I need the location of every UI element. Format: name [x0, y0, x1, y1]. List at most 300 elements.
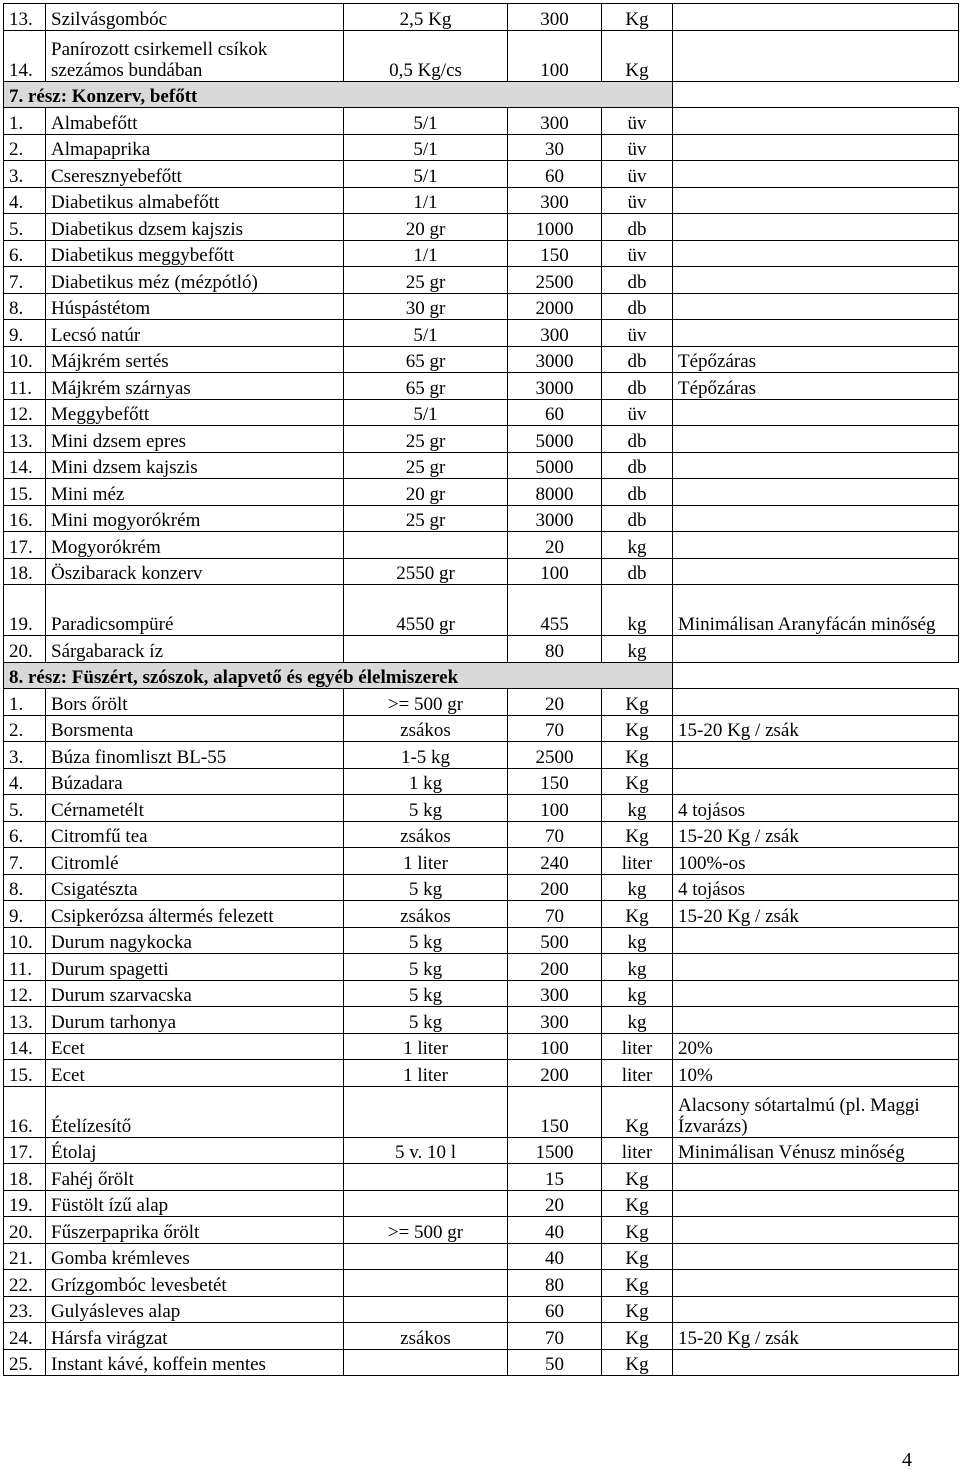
row-number: 22.: [4, 1270, 46, 1297]
item-name: Mini dzsem epres: [46, 426, 344, 453]
item-name: Májkrém szárnyas: [46, 373, 344, 400]
row-number: 16.: [4, 1086, 46, 1137]
note: [673, 980, 959, 1007]
note: [673, 689, 959, 716]
table-row: [4, 1243, 959, 1270]
quantity: 50: [508, 1349, 602, 1376]
row-number: 2.: [4, 715, 46, 742]
page-number: 4: [902, 1449, 912, 1471]
quantity: 40: [508, 1243, 602, 1270]
row-number: 17.: [4, 1137, 46, 1164]
row-number: 3.: [4, 161, 46, 188]
row-number: 13.: [4, 4, 46, 31]
table-row: [4, 1086, 959, 1137]
table-row: [4, 636, 959, 663]
table-row: [4, 1033, 959, 1060]
package-size: 25 gr: [344, 505, 508, 532]
note: 15-20 Kg / zsák: [673, 901, 959, 928]
row-number: 20.: [4, 1217, 46, 1244]
quantity: 150: [508, 240, 602, 267]
row-number: 7.: [4, 848, 46, 875]
note: Tépőzáras: [673, 373, 959, 400]
item-name: Ecet: [46, 1033, 344, 1060]
unit: Kg: [602, 901, 673, 928]
table-row: [4, 558, 959, 585]
unit: Kg: [602, 1323, 673, 1350]
package-size: 1/1: [344, 187, 508, 214]
quantity: 300: [508, 4, 602, 31]
package-size: zsákos: [344, 821, 508, 848]
unit: Kg: [602, 742, 673, 769]
unit: Kg: [602, 689, 673, 716]
package-size: 1 kg: [344, 768, 508, 795]
table-row: [4, 452, 959, 479]
package-size: 5/1: [344, 161, 508, 188]
note: [673, 532, 959, 559]
item-name: Ecet: [46, 1060, 344, 1087]
row-number: 15.: [4, 1060, 46, 1087]
package-size: >= 500 gr: [344, 1217, 508, 1244]
table-row: [4, 134, 959, 161]
note: [673, 742, 959, 769]
unit: Kg: [602, 1349, 673, 1376]
note: 10%: [673, 1060, 959, 1087]
note: [673, 1349, 959, 1376]
package-size: 1 liter: [344, 1033, 508, 1060]
unit: Kg: [602, 4, 673, 31]
item-name: Grízgombóc levesbetét: [46, 1270, 344, 1297]
package-size: [344, 1190, 508, 1217]
item-name: Öszibarack konzerv: [46, 558, 344, 585]
item-name: Meggybefőtt: [46, 399, 344, 426]
unit: üv: [602, 240, 673, 267]
row-number: 14.: [4, 452, 46, 479]
unit: Kg: [602, 30, 673, 81]
row-number: 21.: [4, 1243, 46, 1270]
row-number: 4.: [4, 768, 46, 795]
item-name: Mini méz: [46, 479, 344, 506]
row-number: 24.: [4, 1323, 46, 1350]
package-size: [344, 1270, 508, 1297]
package-size: [344, 532, 508, 559]
table-row: [4, 715, 959, 742]
quantity: 200: [508, 874, 602, 901]
item-name: Cseresznyebefőtt: [46, 161, 344, 188]
item-name: Sárgabarack íz: [46, 636, 344, 663]
item-name: Gulyásleves alap: [46, 1296, 344, 1323]
table-row: [4, 1007, 959, 1034]
quantity: 300: [508, 980, 602, 1007]
note: Alacsony sótartalmú (pl. Maggi Ízvarázs): [673, 1086, 959, 1137]
section-empty-cell: [673, 662, 959, 689]
section-header-row: [4, 81, 959, 108]
table-row: [4, 505, 959, 532]
unit: kg: [602, 954, 673, 981]
item-name: Bors őrölt: [46, 689, 344, 716]
unit: üv: [602, 108, 673, 135]
package-size: 25 gr: [344, 267, 508, 294]
quantity: 70: [508, 901, 602, 928]
row-number: 19.: [4, 1190, 46, 1217]
table-row: [4, 399, 959, 426]
note: Minimálisan Aranyfácán minőség: [673, 585, 959, 636]
table-row: [4, 1137, 959, 1164]
row-number: 4.: [4, 187, 46, 214]
table-row: [4, 980, 959, 1007]
quantity: 1000: [508, 214, 602, 241]
package-size: 1 liter: [344, 848, 508, 875]
unit: db: [602, 267, 673, 294]
table-row: [4, 1349, 959, 1376]
row-number: 18.: [4, 558, 46, 585]
item-name: Citromlé: [46, 848, 344, 875]
unit: Kg: [602, 1296, 673, 1323]
quantity: 20: [508, 689, 602, 716]
item-name: Durum spagetti: [46, 954, 344, 981]
note: [673, 4, 959, 31]
item-name: Gomba krémleves: [46, 1243, 344, 1270]
quantity: 5000: [508, 452, 602, 479]
unit: liter: [602, 1033, 673, 1060]
note: [673, 240, 959, 267]
table-row: [4, 1190, 959, 1217]
note: [673, 505, 959, 532]
item-name: Durum nagykocka: [46, 927, 344, 954]
item-name: Citromfű tea: [46, 821, 344, 848]
table-row: [4, 161, 959, 188]
product-table: [3, 3, 959, 1376]
item-name: Húspástétom: [46, 293, 344, 320]
item-name: Mogyorókrém: [46, 532, 344, 559]
package-size: 5 kg: [344, 874, 508, 901]
quantity: 200: [508, 954, 602, 981]
quantity: 2500: [508, 742, 602, 769]
table-row: [4, 108, 959, 135]
unit: kg: [602, 532, 673, 559]
note: [673, 399, 959, 426]
unit: Kg: [602, 1164, 673, 1191]
table-row: [4, 1323, 959, 1350]
row-number: 25.: [4, 1349, 46, 1376]
section-empty-cell: [673, 81, 959, 108]
table-row: [4, 1217, 959, 1244]
quantity: 20: [508, 532, 602, 559]
note: [673, 636, 959, 663]
package-size: 25 gr: [344, 452, 508, 479]
quantity: 70: [508, 1323, 602, 1350]
note: [673, 1007, 959, 1034]
package-size: [344, 1349, 508, 1376]
quantity: 80: [508, 1270, 602, 1297]
quantity: 60: [508, 399, 602, 426]
package-size: [344, 1243, 508, 1270]
table-row: [4, 901, 959, 928]
note: [673, 558, 959, 585]
item-name: Instant kávé, koffein mentes: [46, 1349, 344, 1376]
unit: Kg: [602, 821, 673, 848]
item-name: Májkrém sertés: [46, 346, 344, 373]
item-name: Szilvásgombóc: [46, 4, 344, 31]
package-size: 20 gr: [344, 214, 508, 241]
row-number: 8.: [4, 293, 46, 320]
item-name: Búzadara: [46, 768, 344, 795]
item-name: Csigatészta: [46, 874, 344, 901]
row-number: 19.: [4, 585, 46, 636]
table-body: [4, 4, 959, 1376]
item-name: Almabefőtt: [46, 108, 344, 135]
item-name: Paradicsompüré: [46, 585, 344, 636]
row-number: 15.: [4, 479, 46, 506]
note: [673, 320, 959, 347]
quantity: 300: [508, 320, 602, 347]
quantity: 300: [508, 187, 602, 214]
table-row: [4, 30, 959, 81]
row-number: 18.: [4, 1164, 46, 1191]
note: [673, 1217, 959, 1244]
row-number: 17.: [4, 532, 46, 559]
unit: üv: [602, 399, 673, 426]
quantity: 300: [508, 1007, 602, 1034]
package-size: 1/1: [344, 240, 508, 267]
note: [673, 1190, 959, 1217]
quantity: 240: [508, 848, 602, 875]
item-name: Csipkerózsa áltermés felezett: [46, 901, 344, 928]
section-title: 8. rész: Füszért, szószok, alapvető és egyéb élelmiszerek: [4, 662, 673, 689]
quantity: 70: [508, 715, 602, 742]
unit: db: [602, 505, 673, 532]
table-row: [4, 768, 959, 795]
table-row: [4, 1270, 959, 1297]
quantity: 40: [508, 1217, 602, 1244]
row-number: 13.: [4, 426, 46, 453]
note: [673, 768, 959, 795]
row-number: 13.: [4, 1007, 46, 1034]
row-number: 11.: [4, 954, 46, 981]
item-name: Fűszerpaprika őrölt: [46, 1217, 344, 1244]
package-size: 1 liter: [344, 1060, 508, 1087]
package-size: 2550 gr: [344, 558, 508, 585]
note: [673, 161, 959, 188]
quantity: 80: [508, 636, 602, 663]
note: 4 tojásos: [673, 795, 959, 822]
unit: db: [602, 214, 673, 241]
note: [673, 479, 959, 506]
package-size: 5/1: [344, 134, 508, 161]
row-number: 6.: [4, 240, 46, 267]
table-row: [4, 742, 959, 769]
table-row: [4, 187, 959, 214]
item-name: Étolaj: [46, 1137, 344, 1164]
table-row: [4, 267, 959, 294]
unit: db: [602, 346, 673, 373]
unit: Kg: [602, 1086, 673, 1137]
note: [673, 293, 959, 320]
unit: Kg: [602, 1217, 673, 1244]
item-name: Cérnametélt: [46, 795, 344, 822]
item-name: Borsmenta: [46, 715, 344, 742]
table-row: [4, 795, 959, 822]
item-name: Mini mogyorókrém: [46, 505, 344, 532]
unit: db: [602, 426, 673, 453]
package-size: [344, 1086, 508, 1137]
table-row: [4, 426, 959, 453]
package-size: 65 gr: [344, 346, 508, 373]
item-name: Füstölt ízű alap: [46, 1190, 344, 1217]
unit: kg: [602, 1007, 673, 1034]
quantity: 20: [508, 1190, 602, 1217]
item-name: Ételízesítő: [46, 1086, 344, 1137]
item-name: Lecsó natúr: [46, 320, 344, 347]
quantity: 100: [508, 1033, 602, 1060]
quantity: 150: [508, 1086, 602, 1137]
row-number: 1.: [4, 689, 46, 716]
note: [673, 1164, 959, 1191]
item-name: Diabetikus almabefőtt: [46, 187, 344, 214]
table-row: [4, 848, 959, 875]
package-size: 0,5 Kg/cs: [344, 30, 508, 81]
item-name: Mini dzsem kajszis: [46, 452, 344, 479]
row-number: 14.: [4, 1033, 46, 1060]
section-title: 7. rész: Konzerv, befőtt: [4, 81, 673, 108]
note: 4 tojásos: [673, 874, 959, 901]
package-size: >= 500 gr: [344, 689, 508, 716]
note: [673, 927, 959, 954]
quantity: 8000: [508, 479, 602, 506]
unit: Kg: [602, 1270, 673, 1297]
package-size: 5/1: [344, 108, 508, 135]
quantity: 60: [508, 161, 602, 188]
package-size: 5 kg: [344, 795, 508, 822]
unit: kg: [602, 795, 673, 822]
quantity: 60: [508, 1296, 602, 1323]
table-row: [4, 954, 959, 981]
package-size: 5 kg: [344, 927, 508, 954]
unit: Kg: [602, 1243, 673, 1270]
unit: liter: [602, 1060, 673, 1087]
row-number: 5.: [4, 795, 46, 822]
quantity: 300: [508, 108, 602, 135]
note: [673, 1296, 959, 1323]
unit: üv: [602, 161, 673, 188]
quantity: 100: [508, 30, 602, 81]
table-row: [4, 1164, 959, 1191]
row-number: 2.: [4, 134, 46, 161]
unit: kg: [602, 927, 673, 954]
row-number: 23.: [4, 1296, 46, 1323]
table-row: [4, 214, 959, 241]
row-number: 9.: [4, 320, 46, 347]
quantity: 3000: [508, 373, 602, 400]
row-number: 9.: [4, 901, 46, 928]
note: 100%-os: [673, 848, 959, 875]
row-number: 11.: [4, 373, 46, 400]
table-row: [4, 689, 959, 716]
quantity: 2500: [508, 267, 602, 294]
note: [673, 426, 959, 453]
package-size: zsákos: [344, 1323, 508, 1350]
note: 15-20 Kg / zsák: [673, 821, 959, 848]
table-row: [4, 346, 959, 373]
row-number: 12.: [4, 399, 46, 426]
table-row: [4, 4, 959, 31]
note: [673, 214, 959, 241]
package-size: 5 kg: [344, 980, 508, 1007]
row-number: 5.: [4, 214, 46, 241]
package-size: 20 gr: [344, 479, 508, 506]
package-size: [344, 636, 508, 663]
unit: Kg: [602, 768, 673, 795]
package-size: [344, 1164, 508, 1191]
row-number: 7.: [4, 267, 46, 294]
table-row: [4, 1296, 959, 1323]
package-size: zsákos: [344, 901, 508, 928]
item-name: Durum tarhonya: [46, 1007, 344, 1034]
row-number: 10.: [4, 927, 46, 954]
table-row: [4, 479, 959, 506]
note: [673, 187, 959, 214]
item-name: Almapaprika: [46, 134, 344, 161]
note: [673, 108, 959, 135]
package-size: 5 kg: [344, 1007, 508, 1034]
item-name: Hársfa virágzat: [46, 1323, 344, 1350]
quantity: 5000: [508, 426, 602, 453]
package-size: 5/1: [344, 320, 508, 347]
note: [673, 954, 959, 981]
note: [673, 30, 959, 81]
row-number: 8.: [4, 874, 46, 901]
unit: üv: [602, 320, 673, 347]
row-number: 1.: [4, 108, 46, 135]
row-number: 6.: [4, 821, 46, 848]
quantity: 100: [508, 795, 602, 822]
package-size: 5 v. 10 l: [344, 1137, 508, 1164]
note: [673, 452, 959, 479]
unit: liter: [602, 1137, 673, 1164]
table-row: [4, 1060, 959, 1087]
row-number: 12.: [4, 980, 46, 1007]
quantity: 30: [508, 134, 602, 161]
unit: liter: [602, 848, 673, 875]
table-row: [4, 320, 959, 347]
note: [673, 134, 959, 161]
quantity: 3000: [508, 346, 602, 373]
item-name: Panírozott csirkemell csíkok szezámos bundában: [46, 30, 344, 81]
unit: db: [602, 558, 673, 585]
package-size: 5/1: [344, 399, 508, 426]
package-size: 5 kg: [344, 954, 508, 981]
table-row: [4, 293, 959, 320]
note: 15-20 Kg / zsák: [673, 1323, 959, 1350]
table-row: [4, 821, 959, 848]
note: 20%: [673, 1033, 959, 1060]
section-header-row: [4, 662, 959, 689]
table-row: [4, 373, 959, 400]
package-size: [344, 1296, 508, 1323]
quantity: 2000: [508, 293, 602, 320]
note: 15-20 Kg / zsák: [673, 715, 959, 742]
item-name: Fahéj őrölt: [46, 1164, 344, 1191]
unit: db: [602, 479, 673, 506]
package-size: zsákos: [344, 715, 508, 742]
quantity: 455: [508, 585, 602, 636]
table-row: [4, 874, 959, 901]
item-name: Diabetikus meggybefőtt: [46, 240, 344, 267]
package-size: 65 gr: [344, 373, 508, 400]
row-number: 16.: [4, 505, 46, 532]
unit: kg: [602, 585, 673, 636]
unit: db: [602, 373, 673, 400]
table-row: [4, 240, 959, 267]
